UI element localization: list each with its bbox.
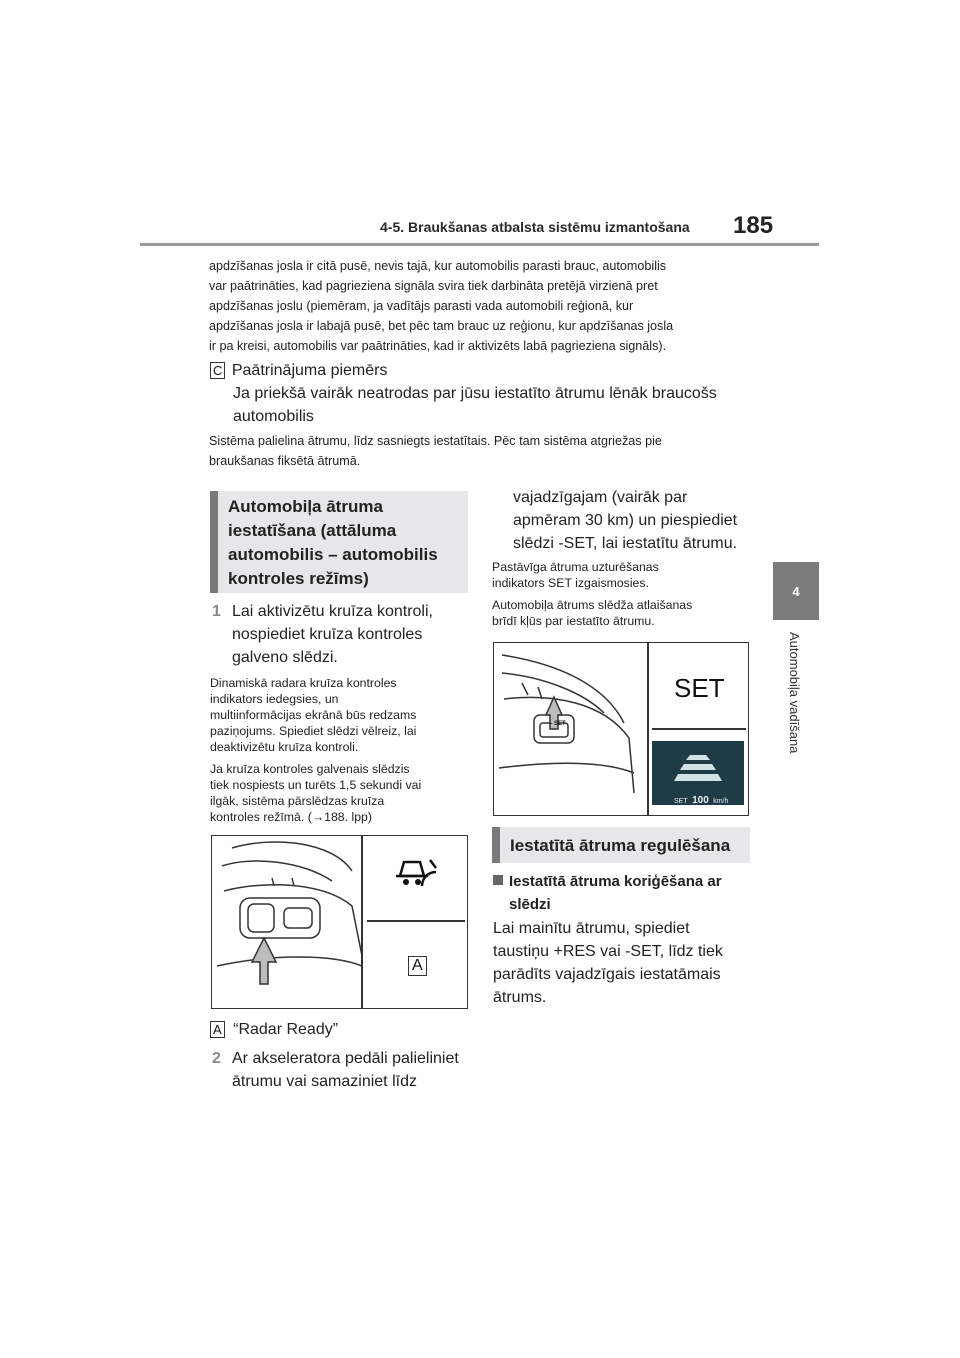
note-line: indikators SET izgaismosies. xyxy=(492,576,649,590)
bullet-body xyxy=(493,917,755,1009)
display-speed-readout xyxy=(674,790,728,808)
caption-text: “Radar Ready” xyxy=(233,1021,339,1038)
bullet-title-line: Iestatītā ātruma koriģēšana ar xyxy=(509,873,722,890)
step-1-note xyxy=(210,675,472,825)
figure-radar-ready xyxy=(211,835,468,1009)
step-line: galveno slēdzi. xyxy=(232,649,338,666)
intro-paragraph xyxy=(209,256,769,356)
figure-set-switch xyxy=(493,642,749,816)
note-line: brīdī kļūs par iestatīto ātrumu. xyxy=(492,614,655,628)
example-line: automobilis xyxy=(233,408,314,425)
step-line: ātrumu vai samaziniet līdz xyxy=(232,1073,417,1090)
step-2-continuation xyxy=(513,486,763,555)
note-line: Ja kruīza kontroles galvenais slēdzis xyxy=(210,762,410,776)
heading-line: Automobiļa ātruma xyxy=(228,497,383,516)
step-line: Ar akseleratora pedāli palieliniet xyxy=(232,1050,459,1067)
example-label-c: C xyxy=(210,362,225,379)
note-line: paziņojums. Spiediet slēdzi vēlreiz, lai xyxy=(210,724,417,738)
intro-line: apdzīšanas josla ir labajā pusē, bet pēc tam brauc uz reģionu, kur apdzīšanas josla xyxy=(209,319,674,333)
step-line: nospiediet kruīza kontroles xyxy=(232,626,423,643)
section-heading-speed-setting xyxy=(210,491,468,593)
note-line: tiek nospiests un turēts 1,5 sekundi vai xyxy=(210,778,422,792)
running-header-title: 4-5. Braukšanas atbalsta sistēmu izmantošana xyxy=(380,219,690,235)
set-indicator-text: SET xyxy=(674,673,725,703)
bullet-square-icon xyxy=(493,875,503,885)
page-number: 185 xyxy=(733,212,774,239)
note-line: ilgāk, sistēma pārslēdzas kruīza xyxy=(210,794,385,808)
example-line: Ja priekšā vairāk neatrodas par jūsu iestatīto ātrumu lēnāk braucošs xyxy=(233,385,717,402)
step-line: Lai aktivizētu kruīza kontroli, xyxy=(232,603,433,620)
step-line: apmēram 30 km) un piespiediet xyxy=(513,512,738,529)
system-note-line: Sistēma palielina ātrumu, līdz sasniegts iestatītais. Pēc tam sistēma atgriežas pie xyxy=(209,434,662,448)
display-speed: 100 xyxy=(692,795,709,806)
intro-line: apdzīšanas joslu (piemēram, ja vadītājs parasti vada automobili reģionā, kur xyxy=(209,299,634,313)
note-line: Pastāvīga ātruma uzturēšanas xyxy=(492,560,659,574)
note-line: indikators iedegsies, un xyxy=(210,692,339,706)
chapter-tab: 4 xyxy=(773,562,819,620)
heading-line: iestatīšana (attāluma xyxy=(228,521,397,540)
note-line: kontroles režīmā. (→188. lpp) xyxy=(210,810,372,824)
step-number: 1 xyxy=(212,603,221,620)
heading-line: kontroles režīms) xyxy=(228,569,369,588)
example-title: Paātrinājuma piemērs xyxy=(231,362,388,379)
intro-line: apdzīšanas josla ir citā pusē, nevis tajā, kur automobilis parasti brauc, automobilis xyxy=(209,259,667,273)
display-unit: km/h xyxy=(713,798,729,805)
bullet-body-line: taustiņu +RES vai -SET, līdz tiek xyxy=(493,943,723,960)
header-divider xyxy=(140,243,819,246)
step-line: vajadzīgajam (vairāk par xyxy=(513,489,688,506)
step-1 xyxy=(212,600,472,669)
note-line: deaktivizētu kruīza kontroli. xyxy=(210,740,359,754)
bullet-heading xyxy=(493,870,755,916)
bullet-title-line: slēdzi xyxy=(509,896,551,913)
heading-line: automobilis – automobilis xyxy=(228,545,438,564)
intro-line: var paātrināties, kad pagrieziena signāla svira tiek darbināta pretējā virzienā pret xyxy=(209,279,658,293)
step-2 xyxy=(212,1047,474,1093)
note-line: Automobiļa ātrums slēdža atlaišanas xyxy=(492,598,693,612)
system-note-line: braukšanas fiksētā ātrumā. xyxy=(209,454,361,468)
step-number: 2 xyxy=(212,1050,221,1067)
steering-switch-illustration xyxy=(212,836,467,1008)
section-heading-speed-adjust: Iestatītā ātruma regulēšana xyxy=(492,827,750,863)
note-line: Dinamiskā radara kruīza kontroles xyxy=(210,676,397,690)
example-c-block xyxy=(210,359,770,428)
chapter-tab-label: Automobiļa vadīšana xyxy=(787,632,802,754)
figure-caption xyxy=(210,1018,338,1041)
bullet-body-line: Lai mainītu ātrumu, spiediet xyxy=(493,920,690,937)
system-note xyxy=(209,431,769,471)
caption-label: A xyxy=(210,1021,225,1038)
intro-line: ir pa kreisi, automobilis var paātrināties, kad ir aktivizēts labā pagrieziena signāls). xyxy=(209,339,667,353)
note-line: multiinformācijas ekrānā būs redzams xyxy=(210,708,417,722)
bullet-body-line: parādīts vajadzīgais iestatāmais xyxy=(493,966,721,983)
figure-label-a: A xyxy=(408,956,427,976)
bullet-body-line: ātrums. xyxy=(493,989,547,1006)
set-button-label: – SET xyxy=(549,721,566,727)
step-2-note xyxy=(492,559,754,629)
step-line: slēdzi -SET, lai iestatītu ātrumu. xyxy=(513,535,738,552)
display-set: SET xyxy=(674,798,688,805)
